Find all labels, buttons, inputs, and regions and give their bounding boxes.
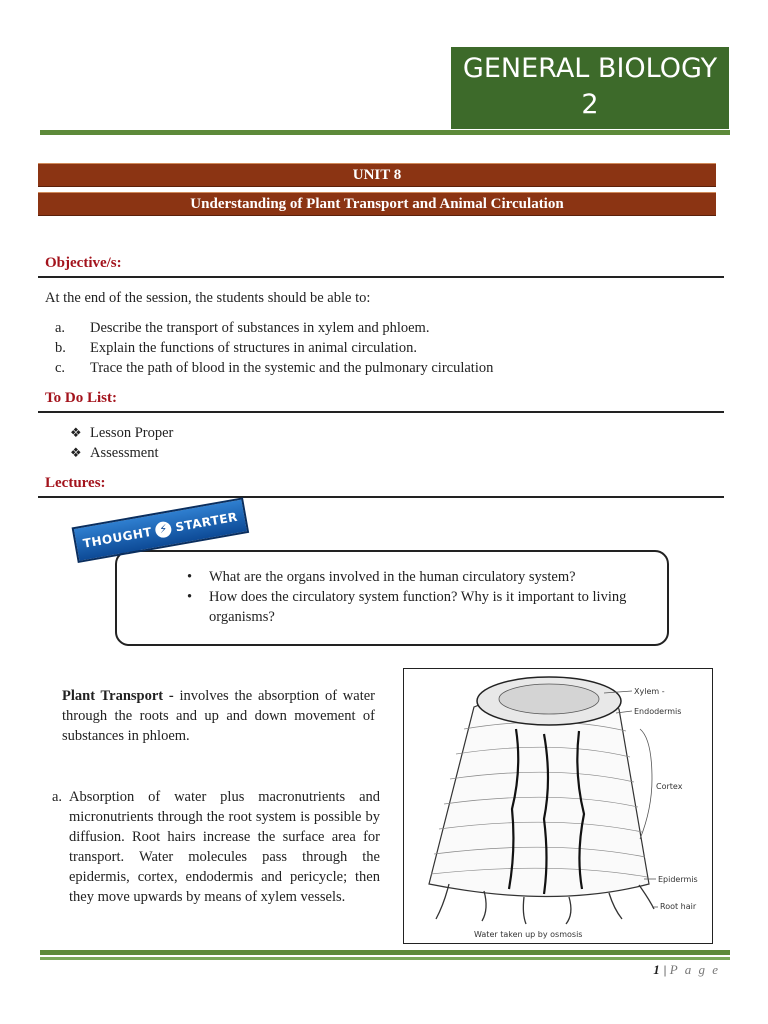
todo-text: Assessment <box>90 445 159 461</box>
point-a-text: Absorption of water plus macronutrients and micronutrients through the root system is possible by diffusion. Root hairs increase the surface area for transport. Water molecules pass through the epidermis, cortex, endodermis and pericycle; then they move upwards by means of xylem vessels. <box>69 789 380 905</box>
course-title-box <box>451 47 729 129</box>
diamond-bullet-icon: ❖ <box>70 425 82 440</box>
lectures-divider <box>38 496 724 498</box>
todo-text: Lesson Proper <box>90 425 174 441</box>
course-title: GENERAL BIOLOGY 2 <box>462 53 718 120</box>
plant-transport-definition <box>62 686 375 746</box>
header-rule <box>40 130 730 135</box>
list-marker: b. <box>55 340 66 356</box>
todo-list <box>70 423 173 463</box>
question-text: What are the organs involved in the human circulatory system? <box>209 569 576 585</box>
list-marker: c. <box>55 360 66 376</box>
question-text: How does the circulatory system function? Why is it important to living organisms? <box>209 589 627 625</box>
question-item <box>187 587 649 627</box>
lightbulb-icon: ⚡ <box>154 520 173 539</box>
plant-transport-text: involves the absorption of water through the roots and up and down movement of substances in phloem. <box>62 688 376 744</box>
lectures-heading: Lectures: <box>45 475 106 491</box>
objective-text: Describe the transport of substances in xylem and phloem. <box>90 320 430 336</box>
objectives-intro: At the end of the session, the students should be able to: <box>45 290 371 306</box>
figure-caption: Water taken up by osmosis <box>474 930 583 939</box>
bullet-icon: • <box>187 589 193 605</box>
figure-label: Epidermis <box>658 875 698 884</box>
unit-title: Understanding of Plant Transport and Animal Circulation <box>190 196 564 212</box>
root-cross-section-figure <box>403 668 713 944</box>
plant-transport-point-a <box>52 787 380 907</box>
page-number-value: 1 <box>653 962 660 977</box>
badge-text-right: STARTER <box>174 509 239 535</box>
bullet-icon: • <box>187 569 193 585</box>
unit-number: UNIT 8 <box>352 167 402 183</box>
objective-item <box>55 318 493 338</box>
objective-item <box>55 338 493 358</box>
root-diagram <box>404 669 711 942</box>
list-marker: a. <box>55 320 66 336</box>
objectives-divider <box>38 276 724 278</box>
todo-divider <box>38 411 724 413</box>
thought-questions <box>187 567 649 627</box>
page-number: 1 | P a g e <box>653 962 720 977</box>
diamond-bullet-icon: ❖ <box>70 445 82 460</box>
plant-transport-term: Plant Transport - <box>62 688 174 704</box>
question-item <box>187 567 649 587</box>
unit-number-bar <box>38 163 716 187</box>
todo-item <box>70 443 173 463</box>
objective-text: Explain the functions of structures in animal circulation. <box>90 340 417 356</box>
footer-rule-thin <box>40 957 730 960</box>
page-word: P a g e <box>669 962 720 977</box>
objective-item <box>55 358 493 378</box>
objectives-list <box>55 318 493 378</box>
footer-rule <box>40 950 730 955</box>
figure-label: Root hair <box>660 902 697 911</box>
badge-text-left: THOUGHT <box>81 524 154 551</box>
todo-heading: To Do List: <box>45 390 117 406</box>
figure-label: Xylem - <box>634 687 665 696</box>
figure-label: Cortex <box>656 782 683 791</box>
todo-item <box>70 423 173 443</box>
figure-label: Endodermis <box>634 707 682 716</box>
unit-title-bar <box>38 192 716 216</box>
objective-text: Trace the path of blood in the systemic and the pulmonary circulation <box>90 360 494 376</box>
objectives-heading: Objective/s: <box>45 255 122 271</box>
list-marker: a. <box>52 789 63 805</box>
